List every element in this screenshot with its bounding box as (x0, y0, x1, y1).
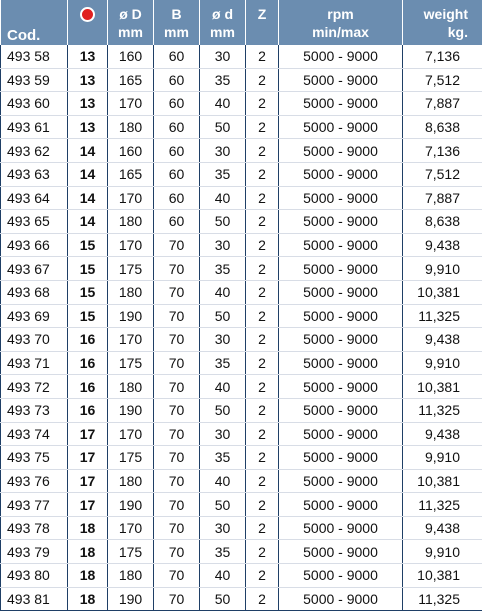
cell-width-b: 70 (154, 280, 200, 304)
header-rpm: rpm (279, 0, 403, 23)
cell-weight: 9,910 (403, 257, 482, 281)
cell-z: 2 (246, 210, 279, 234)
cell-inner-diameter: 35 (200, 540, 246, 564)
cell-outer-diameter: 170 (108, 186, 154, 210)
table-row (1, 280, 482, 304)
cell-inner-diameter: 40 (200, 469, 246, 493)
cell-outer-diameter: 175 (108, 351, 154, 375)
cell-z: 2 (246, 351, 279, 375)
cell-inner-diameter: 30 (200, 45, 246, 68)
cell-number: 16 (68, 398, 108, 422)
cell-outer-diameter: 170 (108, 92, 154, 116)
cell-z: 2 (246, 422, 279, 446)
table-row (1, 92, 482, 116)
cell-rpm: 5000 - 9000 (279, 446, 403, 470)
cell-rpm: 5000 - 9000 (279, 493, 403, 517)
header-num-unit (68, 23, 108, 45)
cell-inner-diameter: 50 (200, 115, 246, 139)
cell-z: 2 (246, 587, 279, 611)
cell-code: 493 71 (1, 351, 68, 375)
cell-outer-diameter: 180 (108, 375, 154, 399)
cell-inner-diameter: 30 (200, 328, 246, 352)
cell-rpm: 5000 - 9000 (279, 328, 403, 352)
cell-number: 17 (68, 422, 108, 446)
cell-outer-diameter: 165 (108, 68, 154, 92)
cell-number: 13 (68, 115, 108, 139)
cell-rpm: 5000 - 9000 (279, 210, 403, 234)
table-row (1, 587, 482, 611)
cell-rpm: 5000 - 9000 (279, 186, 403, 210)
cell-number: 15 (68, 280, 108, 304)
cell-width-b: 70 (154, 375, 200, 399)
table-row (1, 422, 482, 446)
cell-weight: 8,638 (403, 210, 482, 234)
cell-width-b: 70 (154, 493, 200, 517)
cell-width-b: 60 (154, 45, 200, 68)
header-inner-diameter: ø d (200, 0, 246, 23)
cell-outer-diameter: 170 (108, 233, 154, 257)
cell-inner-diameter: 40 (200, 186, 246, 210)
cell-code: 493 75 (1, 446, 68, 470)
red-dot-icon (80, 7, 95, 22)
cell-z: 2 (246, 446, 279, 470)
cell-outer-diameter: 180 (108, 210, 154, 234)
cell-inner-diameter: 30 (200, 233, 246, 257)
cell-weight: 11,325 (403, 304, 482, 328)
cell-outer-diameter: 180 (108, 564, 154, 588)
cell-width-b: 60 (154, 210, 200, 234)
cell-width-b: 70 (154, 351, 200, 375)
cell-z: 2 (246, 233, 279, 257)
table-row (1, 139, 482, 163)
table-row (1, 540, 482, 564)
cell-weight: 9,438 (403, 328, 482, 352)
cell-z: 2 (246, 45, 279, 68)
cell-outer-diameter: 170 (108, 516, 154, 540)
cell-code: 493 64 (1, 186, 68, 210)
table-row (1, 115, 482, 139)
cell-rpm: 5000 - 9000 (279, 351, 403, 375)
cell-z: 2 (246, 375, 279, 399)
header-z: Z (246, 0, 279, 23)
cell-weight: 10,381 (403, 375, 482, 399)
cell-number: 14 (68, 210, 108, 234)
header-width-b: B (154, 0, 200, 23)
cell-number: 17 (68, 469, 108, 493)
cell-code: 493 80 (1, 564, 68, 588)
cell-inner-diameter: 35 (200, 162, 246, 186)
cell-inner-diameter: 35 (200, 257, 246, 281)
cell-inner-diameter: 50 (200, 210, 246, 234)
cell-code: 493 77 (1, 493, 68, 517)
cell-number: 15 (68, 257, 108, 281)
cell-rpm: 5000 - 9000 (279, 280, 403, 304)
header-num (68, 0, 108, 23)
cell-inner-diameter: 30 (200, 516, 246, 540)
cell-code: 493 81 (1, 587, 68, 611)
cell-inner-diameter: 40 (200, 564, 246, 588)
table-row (1, 210, 482, 234)
cell-rpm: 5000 - 9000 (279, 92, 403, 116)
header-inner-diameter-unit: mm (200, 23, 246, 45)
header-z-unit (246, 23, 279, 45)
cell-weight: 7,136 (403, 139, 482, 163)
cell-outer-diameter: 190 (108, 304, 154, 328)
table-row (1, 564, 482, 588)
cell-weight: 9,438 (403, 422, 482, 446)
cell-z: 2 (246, 92, 279, 116)
cell-z: 2 (246, 304, 279, 328)
cell-weight: 7,887 (403, 186, 482, 210)
header-width-b-unit: mm (154, 23, 200, 45)
cell-number: 18 (68, 516, 108, 540)
cell-width-b: 70 (154, 516, 200, 540)
cell-rpm: 5000 - 9000 (279, 540, 403, 564)
cell-outer-diameter: 170 (108, 422, 154, 446)
cell-rpm: 5000 - 9000 (279, 587, 403, 611)
cell-code: 493 60 (1, 92, 68, 116)
cell-inner-diameter: 40 (200, 280, 246, 304)
cell-width-b: 70 (154, 469, 200, 493)
cell-rpm: 5000 - 9000 (279, 398, 403, 422)
table-row (1, 257, 482, 281)
cell-code: 493 67 (1, 257, 68, 281)
table-row (1, 375, 482, 399)
cell-number: 18 (68, 540, 108, 564)
cell-z: 2 (246, 540, 279, 564)
cell-number: 13 (68, 92, 108, 116)
cell-number: 18 (68, 564, 108, 588)
cell-weight: 7,512 (403, 162, 482, 186)
table-row (1, 469, 482, 493)
cell-inner-diameter: 40 (200, 375, 246, 399)
cell-width-b: 70 (154, 540, 200, 564)
cell-code: 493 74 (1, 422, 68, 446)
cell-z: 2 (246, 493, 279, 517)
cell-rpm: 5000 - 9000 (279, 68, 403, 92)
cell-weight: 9,438 (403, 233, 482, 257)
cell-inner-diameter: 30 (200, 422, 246, 446)
cell-inner-diameter: 50 (200, 398, 246, 422)
cell-weight: 11,325 (403, 587, 482, 611)
cell-width-b: 70 (154, 587, 200, 611)
cell-code: 493 73 (1, 398, 68, 422)
cell-width-b: 70 (154, 564, 200, 588)
cell-width-b: 60 (154, 139, 200, 163)
cell-code: 493 70 (1, 328, 68, 352)
cell-width-b: 60 (154, 162, 200, 186)
cell-outer-diameter: 180 (108, 469, 154, 493)
cell-width-b: 70 (154, 257, 200, 281)
table-row (1, 516, 482, 540)
cell-outer-diameter: 170 (108, 328, 154, 352)
cell-weight: 7,512 (403, 68, 482, 92)
table-row (1, 162, 482, 186)
cell-z: 2 (246, 280, 279, 304)
cell-number: 14 (68, 139, 108, 163)
header-cod: Cod. (1, 0, 68, 45)
cell-outer-diameter: 175 (108, 446, 154, 470)
table-row (1, 398, 482, 422)
cell-z: 2 (246, 68, 279, 92)
cell-z: 2 (246, 115, 279, 139)
cell-weight: 7,887 (403, 92, 482, 116)
cell-outer-diameter: 190 (108, 587, 154, 611)
header-outer-diameter-unit: mm (108, 23, 154, 45)
table-row (1, 304, 482, 328)
table-row (1, 233, 482, 257)
cell-number: 14 (68, 186, 108, 210)
cell-inner-diameter: 40 (200, 92, 246, 116)
cell-code: 493 69 (1, 304, 68, 328)
header-rpm-unit: min/max (279, 23, 403, 45)
cell-width-b: 60 (154, 186, 200, 210)
cell-outer-diameter: 165 (108, 162, 154, 186)
table-body (1, 45, 482, 611)
cell-width-b: 70 (154, 328, 200, 352)
cell-number: 16 (68, 351, 108, 375)
cell-code: 493 59 (1, 68, 68, 92)
cell-number: 15 (68, 233, 108, 257)
table-row (1, 68, 482, 92)
cell-rpm: 5000 - 9000 (279, 233, 403, 257)
cell-number: 16 (68, 328, 108, 352)
cell-code: 493 58 (1, 45, 68, 68)
cell-width-b: 70 (154, 304, 200, 328)
cell-z: 2 (246, 186, 279, 210)
cell-outer-diameter: 160 (108, 139, 154, 163)
cell-inner-diameter: 35 (200, 68, 246, 92)
cell-inner-diameter: 50 (200, 587, 246, 611)
cell-width-b: 70 (154, 422, 200, 446)
cell-inner-diameter: 35 (200, 446, 246, 470)
cell-code: 493 76 (1, 469, 68, 493)
cell-number: 15 (68, 304, 108, 328)
cell-z: 2 (246, 139, 279, 163)
cell-code: 493 66 (1, 233, 68, 257)
cell-rpm: 5000 - 9000 (279, 422, 403, 446)
table-row (1, 45, 482, 68)
cell-number: 13 (68, 45, 108, 68)
cell-weight: 9,910 (403, 540, 482, 564)
cell-weight: 10,381 (403, 469, 482, 493)
table-row (1, 446, 482, 470)
cell-code: 493 68 (1, 280, 68, 304)
cell-width-b: 60 (154, 68, 200, 92)
cell-outer-diameter: 175 (108, 540, 154, 564)
cell-z: 2 (246, 328, 279, 352)
cell-rpm: 5000 - 9000 (279, 45, 403, 68)
cell-code: 493 61 (1, 115, 68, 139)
cell-rpm: 5000 - 9000 (279, 162, 403, 186)
header-weight-unit: kg. (403, 23, 482, 45)
cell-width-b: 70 (154, 446, 200, 470)
cell-z: 2 (246, 398, 279, 422)
cell-z: 2 (246, 162, 279, 186)
cell-inner-diameter: 30 (200, 139, 246, 163)
cell-outer-diameter: 180 (108, 280, 154, 304)
cell-outer-diameter: 180 (108, 115, 154, 139)
cell-width-b: 60 (154, 115, 200, 139)
cell-z: 2 (246, 516, 279, 540)
cell-rpm: 5000 - 9000 (279, 139, 403, 163)
cell-rpm: 5000 - 9000 (279, 564, 403, 588)
cell-outer-diameter: 160 (108, 45, 154, 68)
cell-outer-diameter: 175 (108, 257, 154, 281)
cell-number: 14 (68, 162, 108, 186)
cell-weight: 10,381 (403, 280, 482, 304)
cell-width-b: 60 (154, 92, 200, 116)
cell-inner-diameter: 50 (200, 304, 246, 328)
cell-code: 493 79 (1, 540, 68, 564)
cell-number: 18 (68, 587, 108, 611)
cell-rpm: 5000 - 9000 (279, 469, 403, 493)
cell-weight: 9,438 (403, 516, 482, 540)
cell-inner-diameter: 50 (200, 493, 246, 517)
cell-rpm: 5000 - 9000 (279, 115, 403, 139)
cell-rpm: 5000 - 9000 (279, 304, 403, 328)
cell-weight: 7,136 (403, 45, 482, 68)
cell-code: 493 78 (1, 516, 68, 540)
table-row (1, 493, 482, 517)
cell-width-b: 70 (154, 398, 200, 422)
cell-number: 17 (68, 446, 108, 470)
cell-z: 2 (246, 469, 279, 493)
cell-inner-diameter: 35 (200, 351, 246, 375)
cell-weight: 9,910 (403, 351, 482, 375)
cell-number: 13 (68, 68, 108, 92)
cell-rpm: 5000 - 9000 (279, 516, 403, 540)
cell-weight: 9,910 (403, 446, 482, 470)
cell-number: 17 (68, 493, 108, 517)
cell-rpm: 5000 - 9000 (279, 257, 403, 281)
table-row (1, 351, 482, 375)
cell-code: 493 65 (1, 210, 68, 234)
cell-weight: 10,381 (403, 564, 482, 588)
table-header (1, 0, 482, 45)
header-weight: weight (403, 0, 482, 23)
cell-weight: 8,638 (403, 115, 482, 139)
cell-z: 2 (246, 564, 279, 588)
cell-weight: 11,325 (403, 493, 482, 517)
table-row (1, 186, 482, 210)
cell-rpm: 5000 - 9000 (279, 375, 403, 399)
cell-outer-diameter: 190 (108, 493, 154, 517)
cell-width-b: 70 (154, 233, 200, 257)
cell-outer-diameter: 190 (108, 398, 154, 422)
cell-code: 493 72 (1, 375, 68, 399)
cell-z: 2 (246, 257, 279, 281)
cell-weight: 11,325 (403, 398, 482, 422)
cell-code: 493 63 (1, 162, 68, 186)
header-outer-diameter: ø D (108, 0, 154, 23)
cell-number: 16 (68, 375, 108, 399)
cell-code: 493 62 (1, 139, 68, 163)
table-row (1, 328, 482, 352)
